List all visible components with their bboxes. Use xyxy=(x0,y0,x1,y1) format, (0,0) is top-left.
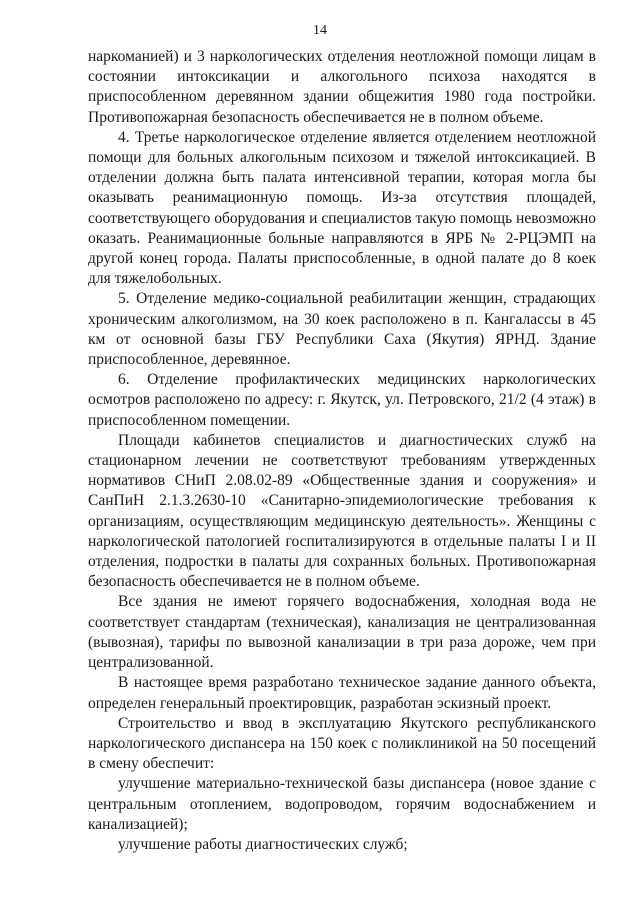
paragraph-item-4: 4. Третье наркологическое отделение является отделением неотложной помощи для больных алкогольным психозом и тяжелой интоксикацией. В отделении должна быть палата интенсивной терапии, которая могла бы оказывать реанимационную помощь. Из-за отсутствия площадей, соответствующего оборудования и специалистов такую помощь невозможно оказать. Реанимационные больные направляются в ЯРБ № 2-РЦЭМП на другой конец города. Палаты приспособленные, в одной палате до 8 коек для тяжелобольных. xyxy=(88,128,596,288)
paragraph-item-6: 6. Отделение профилактических медицинских наркологических осмотров расположено по адресу: г. Якутск, ул. Петровского, 21/2 (4 этаж) в приспособленном помещении. xyxy=(88,371,596,429)
page-number: 14 xyxy=(313,23,327,38)
paragraph-construction: Строительство и ввод в эксплуатацию Якутского республиканского наркологического диспансера на 150 коек с поликлиникой на 50 посещений в смену обеспечит: xyxy=(88,714,596,773)
document-body xyxy=(88,47,596,855)
paragraph-benefit-diagnostics: улучшение работы диагностических служб; xyxy=(118,835,408,853)
paragraph-water-supply: Все здания не имеют горячего водоснабжения, холодная вода не соответствует стандартам (техническая), канализация не централизованная (вывозная), тарифы по вывозной канализации в три раза дороже, чем при централизованной. xyxy=(88,593,596,672)
paragraph-item-5: 5. Отделение медико-социальной реабилитации женщин, страдающих хроническим алкоголизмом, на 30 коек расположено в п. Кангалассы в 45 км от основной базы ГБУ Республики Саха (Якутия) ЯРНД. Здание приспособленное, деревянное. xyxy=(88,290,596,369)
paragraph-continuation: наркоманией) и 3 наркологических отделения неотложной помощи лицам в состоянии интоксикации и алкогольного психоза находятся в приспособленном деревянном здании общежития 1980 года постройки. Противопожарная безопасность обеспечивается не в полном объеме. xyxy=(88,48,596,126)
paragraph-benefit-base: улучшение материально-технической базы диспансера (новое здание с центральным отоплением, водопроводом, горячим водоснабжением и канализацией); xyxy=(88,775,596,833)
paragraph-technical-task: В настоящее время разработано техническое задание данного объекта, определен генеральный проектировщик, разработан эскизный проект. xyxy=(88,674,596,712)
paragraph-area-requirements: Площади кабинетов специалистов и диагностических служб на стационарном лечении не соответствуют требованиям утвержденных нормативов СНиП 2.08.02-89 «Общественные здания и сооружения» и СанПиН 2.1.3.2630-10 «Санитарно-эпидемиологические требования к организациям, осуществляющим медицинскую деятельность». Женщины с наркологической патологией госпитализируются в отдельные палаты I и II отделения, подростки в палаты для сохранных больных. Противопожарная безопасность обеспечивается не в полном объеме. xyxy=(88,431,596,591)
